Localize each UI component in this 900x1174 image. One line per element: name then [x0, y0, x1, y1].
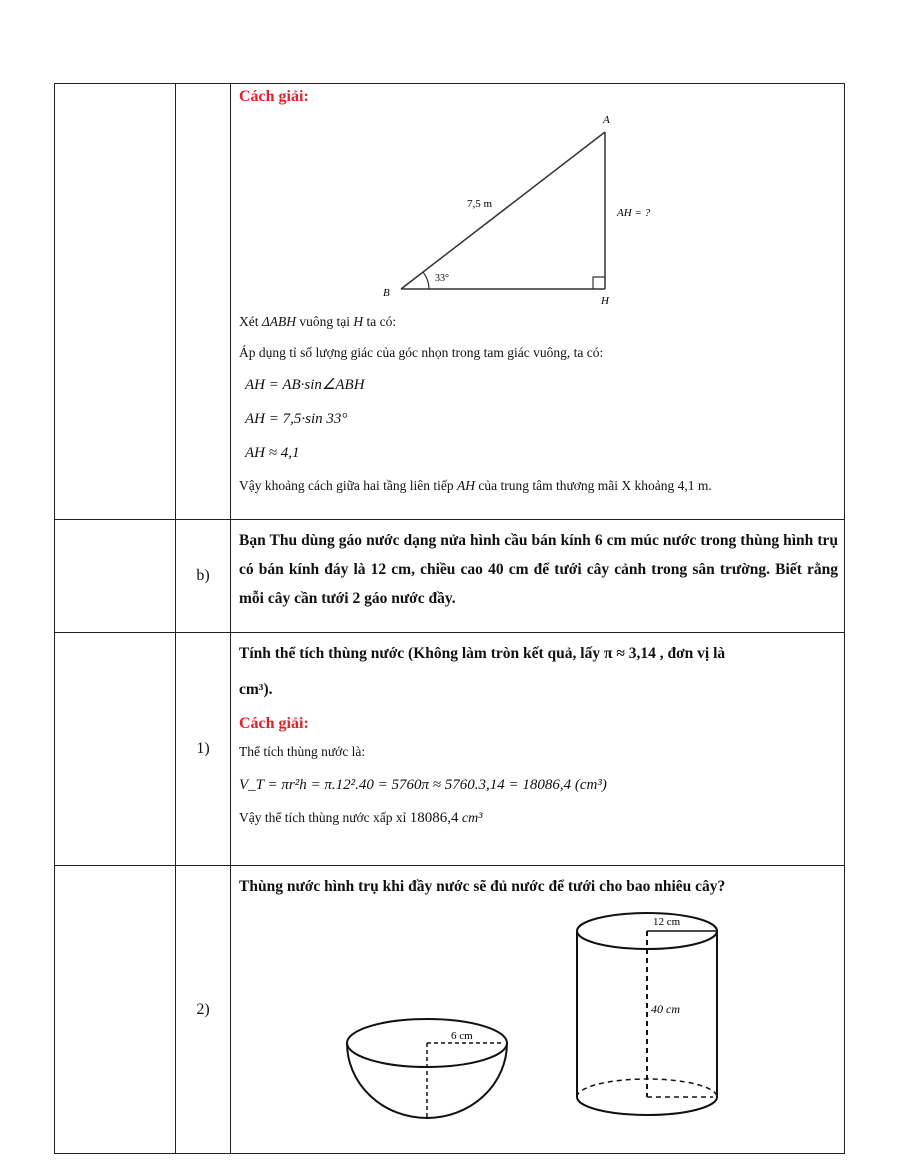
conclusion-line — [239, 470, 838, 502]
row-part-1 — [55, 633, 845, 866]
consider-line — [239, 306, 838, 338]
right-angle-mark — [593, 277, 605, 289]
row-part-a — [55, 84, 845, 520]
vertex-h-label: H — [601, 295, 609, 306]
part-2-label: 2) — [176, 866, 231, 1154]
side-ab — [401, 132, 605, 289]
equation-3: AH ≈ 4,1 — [245, 445, 300, 461]
hemisphere-shape — [347, 1019, 507, 1118]
triangle-figure — [239, 106, 838, 306]
text: ta có: — [366, 314, 397, 329]
empty-cell — [176, 84, 231, 520]
part-2-cell — [231, 866, 845, 1154]
part-1-label: 1) — [176, 633, 231, 866]
shapes-figure — [239, 901, 838, 1141]
empty-cell — [55, 866, 176, 1154]
angle-label: 33° — [435, 273, 449, 284]
part-1-question-line-2: cm³). — [239, 681, 273, 698]
shapes-diagram — [239, 901, 839, 1141]
part-1-equation: V_T = πr²h = π.12².40 = 5760π ≈ 5760.3,14 = 18086,4 (cm³) — [239, 777, 607, 793]
part-1-conclusion — [239, 802, 838, 835]
part-b-text: Bạn Thu dùng gáo nước dạng nửa hình cầu bán kính 6 cm múc nước trong thùng hình trụ có bán kính đáy là 12 cm, chiều cao 40 cm để tưới cây cảnh trong sân trường. Biết rằng mỗi cây cần tưới 2 gáo nước đầy. — [239, 532, 838, 607]
cylinder-shape — [577, 913, 717, 1115]
equation-2: AH = 7,5·sin 33° — [245, 411, 348, 427]
text: của trung tâm thương mãi X khoảng 4,1 m. — [478, 478, 712, 493]
part-1-cell — [231, 633, 845, 866]
solution-heading: Cách giải: — [239, 88, 309, 105]
row-part-2 — [55, 866, 845, 1154]
empty-cell — [55, 633, 176, 866]
empty-cell — [55, 84, 176, 520]
side-label: AH = ? — [617, 207, 651, 219]
angle-arc — [423, 272, 429, 289]
text: Xét — [239, 314, 259, 329]
segment-name: AH — [457, 478, 475, 493]
text: vuông tại — [299, 314, 351, 329]
cylinder-radius-label: 12 cm — [653, 916, 681, 928]
hypotenuse-label: 7,5 m — [467, 198, 493, 210]
part-b-label: b) — [176, 520, 231, 633]
solution-table — [54, 83, 845, 1154]
part-1-line-1: Thể tích thùng nước là: — [239, 744, 366, 759]
value: 18086,4 — [409, 810, 459, 826]
cylinder-height-label: 40 cm — [651, 1002, 680, 1016]
text: Vậy khoảng cách giữa hai tầng liên tiếp — [239, 478, 454, 493]
empty-cell — [55, 520, 176, 633]
vertex-b-label: B — [383, 287, 390, 299]
text: Vậy thể tích thùng nước xấp xỉ — [239, 810, 407, 825]
equation-1: AH = AB·sin∠ABH — [245, 377, 365, 393]
row-part-b — [55, 520, 845, 633]
part-2-question: Thùng nước hình trụ khi đầy nước sẽ đủ nước để tưới cho bao nhiêu cây? — [239, 878, 726, 895]
part-1-heading: Cách giải: — [239, 715, 309, 732]
triangle-name: ΔABH — [261, 314, 297, 329]
hemisphere-radius-label: 6 cm — [451, 1030, 473, 1042]
triangle-diagram — [239, 106, 839, 306]
vertex-a-label: A — [603, 114, 610, 126]
part-1-question-line-1: Tính thể tích thùng nước (Không làm tròn kết quả, lấy π ≈ 3,14 , đơn vị là — [239, 645, 726, 662]
part-a-cell — [231, 84, 845, 520]
part-b-cell — [231, 520, 845, 633]
unit: cm³ — [461, 811, 483, 826]
apply-line: Áp dụng tỉ số lượng giác của góc nhọn trong tam giác vuông, ta có: — [239, 345, 604, 360]
vertex-name: H — [353, 314, 364, 329]
